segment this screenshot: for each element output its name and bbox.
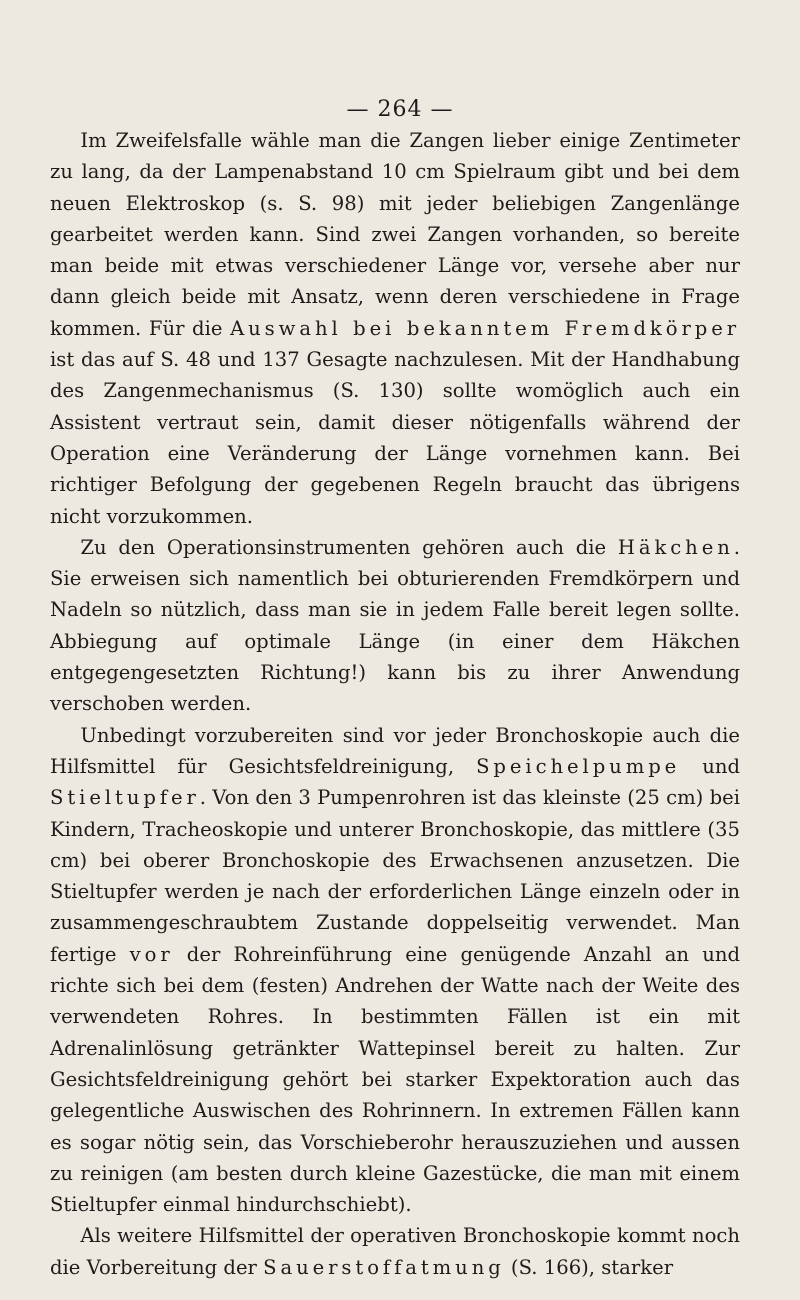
body-text	[50, 125, 740, 1283]
text-run: Als weitere Hilfsmittel der operativen Bronchoskopie kommt noch die Vorbereitung der	[50, 1224, 740, 1279]
text-run: . Sie erweisen sich namentlich bei obturierenden Fremdkörpern und Nadeln so nützlich, dass man sie in jedem Falle bereit legen sollte. Abbiegung auf optimale Länge (in einer dem Häkchen entgegengesetzten Richtung!) kann bis zu ihrer Anwendung verschoben werden.	[50, 535, 740, 716]
paragraph-forceps-length	[50, 125, 740, 532]
text-run: Zu den Operationsinstrumenten gehören auch die	[80, 535, 618, 559]
paragraph-oxygen	[50, 1220, 740, 1283]
text-run: ist das auf S. 48 und 137 Gesagte nachzulesen. Mit der Handhabung des Zangenmechanismus (S. 130) sollte womöglich auch ein Assistent vertraut sein, damit dieser nötigenfalls während der Operation eine Veränderung der Länge vornehmen kann. Bei richtiger Befolgung der gegebenen Regeln braucht das übrigens nicht vorzukommen.	[50, 348, 740, 528]
text-run: der Rohreinführung eine genügende Anzahl an und richte sich bei dem (festen) Andrehen der Watte nach der Weite des verwendeten Rohres. In bestimmten Fällen ist ein mit Adrenalinlösung getränkter Wattepinsel bereit zu halten. Zur Gesichtsfeldreinigung gehört bei starker Expektoration auch das gelegentliche Auswischen des Rohrinnern. In extremen Fällen kann es sogar nötig sein, das Vorschieberohr herauszuziehen und aussen zu reinigen (am besten durch kleine Gazestücke, die man mit einem Stieltupfer einmal hindurchschiebt).	[50, 942, 740, 1217]
paragraph-field-cleaning	[50, 720, 740, 1221]
text-run: . Von den 3 Pumpenrohren ist das kleinste (25 cm) bei Kindern, Tracheoskopie und unterer Bronchoskopie, das mittlere (35 cm) bei oberer Bronchoskopie des Erwachsenen anzusetzen. Die Stieltupfer werden je nach der erforderlichen Länge einzeln oder in zusammengeschraubtem Zustande doppelseitig verwendet. Man fertige	[50, 786, 740, 966]
page-number: — 264 —	[346, 97, 454, 122]
spaced-term: Auswahl bei bekanntem Fremdkörper	[230, 316, 740, 340]
spaced-term: vor	[129, 942, 174, 966]
paragraph-hooks	[50, 532, 740, 720]
text-run: Im Zweifelsfalle wähle man die Zangen lieber einige Zentimeter zu lang, da der Lampenabstand 10 cm Spielraum gibt und bei dem neuen Elektroskop (s. S. 98) mit jeder beliebigen Zangenlänge gearbeitet werden kann. Sind zwei Zangen vorhanden, so bereite man beide mit etwas verschiedener Länge vor, versehe aber nur dann gleich beide mit Ansatz, wenn deren verschiedene in Frage kommen. Für die	[50, 129, 740, 340]
text-run: Unbedingt vorzubereiten sind vor jeder Bronchoskopie auch die Hilfsmittel für Gesichtsfeldreinigung,	[50, 723, 740, 778]
spaced-term: Stieltupfer	[50, 786, 200, 810]
spaced-term: Häkchen	[617, 535, 734, 559]
text-run: und	[680, 754, 740, 778]
text-run: (S. 166), starker	[504, 1255, 674, 1279]
spaced-term: Sauerstoffatmung	[263, 1255, 505, 1279]
spaced-term: Speichelpumpe	[476, 754, 681, 778]
